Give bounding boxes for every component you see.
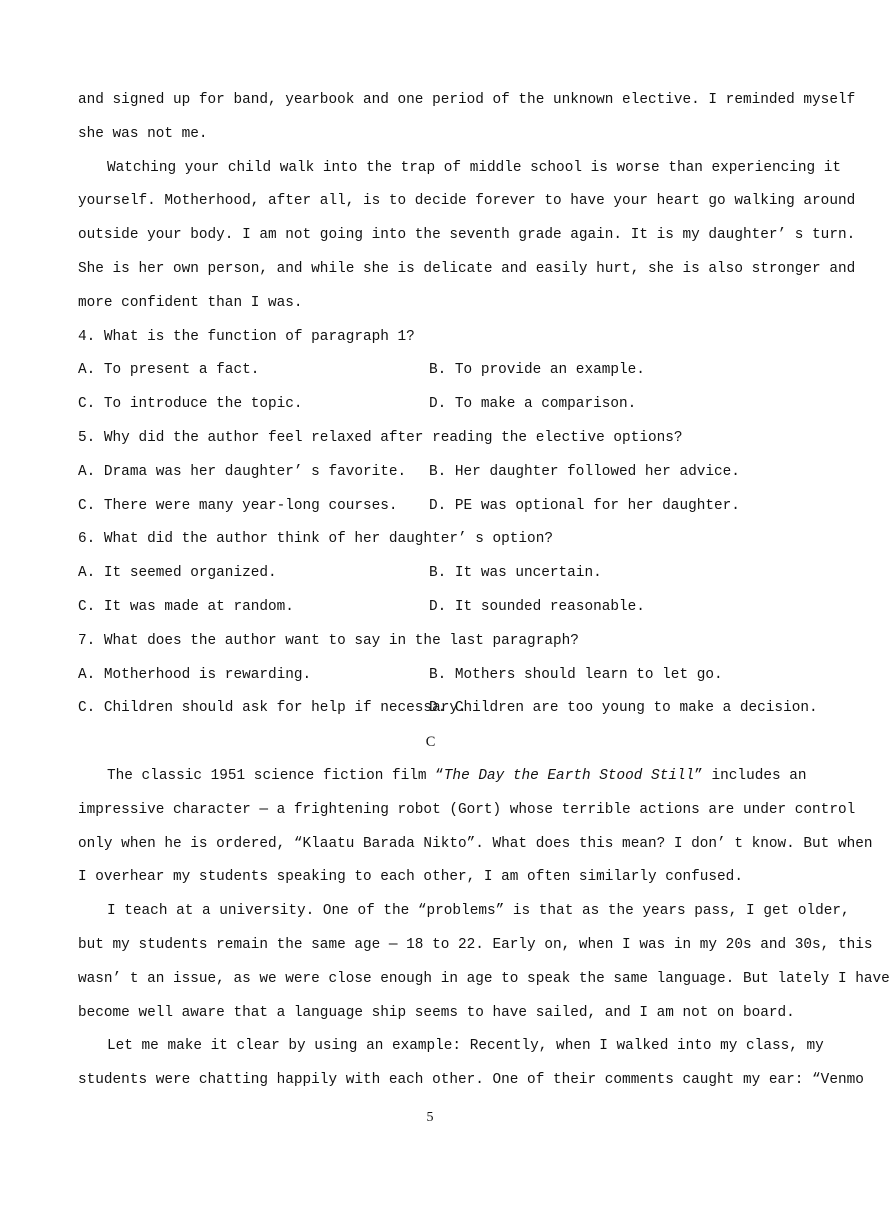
option-row: [78, 354, 783, 388]
text-line: wasn’ t an issue, as we were close enough in age to speak the same language. But lately I have: [78, 970, 890, 987]
text-line: she was not me.: [78, 125, 208, 142]
question-7: [78, 625, 818, 726]
option-row: [78, 557, 783, 591]
option-b: B. Her daughter followed her advice.: [429, 463, 740, 480]
option-b: B. It was uncertain.: [429, 565, 602, 582]
text-line: but my students remain the same age — 18 to 22. Early on, when I was in my 20s and 30s, this: [78, 936, 873, 953]
option-row: [78, 456, 783, 490]
text-line: and signed up for band, yearbook and one period of the unknown elective. I reminded myself: [78, 92, 856, 108]
option-c: C. It was made at random.: [78, 598, 294, 615]
option-d: D. Children are too young to make a decision.: [429, 700, 818, 717]
option-row: [78, 591, 783, 625]
option-c: C. There were many year-long courses.: [78, 497, 398, 514]
option-d: D. PE was optional for her daughter.: [429, 497, 740, 514]
question-text: 4. What is the function of paragraph 1?: [78, 328, 415, 345]
text-line: Watching your child walk into the trap of middle school is worse than experiencing it: [107, 159, 842, 176]
option-d: D. To make a comparison.: [429, 396, 637, 413]
text-segment: The classic 1951 science fiction film “: [107, 767, 444, 784]
option-d: D. It sounded reasonable.: [429, 598, 645, 615]
option-a: A. Motherhood is rewarding.: [78, 666, 312, 683]
paragraph-example: [78, 1030, 864, 1098]
text-line: She is her own person, and while she is delicate and easily hurt, she is also stronger and: [78, 260, 856, 277]
text-line: become well aware that a language ship seems to have sailed, and I am not on board.: [78, 1004, 795, 1021]
option-a: A. It seemed organized.: [78, 565, 277, 582]
text-line: outside your body. I am not going into the seventh grade again. It is my daughter’ s turn.: [78, 227, 856, 244]
film-title: The Day the Earth Stood Still: [443, 767, 695, 784]
text-line: [78, 760, 807, 794]
text-line: only when he is ordered, “Klaatu Barada Nikto”. What does this mean? I don’ t know. But when: [78, 835, 873, 852]
text-segment: ” includes an: [694, 767, 807, 784]
text-line: students were chatting happily with each other. One of their comments caught my ear: “Venmo: [78, 1072, 864, 1089]
text-line: I overhear my students speaking to each other, I am often similarly confused.: [78, 869, 743, 886]
question-text: 6. What did the author think of her daughter’ s option?: [78, 531, 553, 548]
section-heading-c: C: [425, 734, 436, 751]
option-row: [78, 659, 783, 693]
question-5: [78, 422, 783, 523]
question-6: [78, 523, 783, 624]
option-row: [78, 490, 783, 524]
paragraph-classic-film: [78, 760, 873, 895]
question-text: 5. Why did the author feel relaxed after reading the elective options?: [78, 429, 683, 446]
text-line: more confident than I was.: [78, 294, 303, 311]
option-c: C. Children should ask for help if necessary.: [78, 700, 467, 717]
paragraph-teach: [78, 895, 890, 1030]
question-text: 7. What does the author want to say in the last paragraph?: [78, 632, 579, 649]
option-a: A. Drama was her daughter’ s favorite.: [78, 463, 407, 480]
option-c: C. To introduce the topic.: [78, 396, 303, 413]
text-line: I teach at a university. One of the “problems” is that as the years pass, I get older,: [107, 903, 850, 920]
question-4: [78, 321, 783, 422]
paragraph-intro-end: [78, 84, 856, 152]
option-a: A. To present a fact.: [78, 362, 260, 379]
paragraph-watching: [78, 152, 856, 321]
text-line: impressive character — a frightening robot (Gort) whose terrible actions are under control: [78, 801, 856, 818]
option-b: B. To provide an example.: [429, 362, 645, 379]
option-b: B. Mothers should learn to let go.: [429, 666, 723, 683]
option-row: [78, 388, 783, 422]
option-row: [78, 692, 818, 726]
page-number: 5: [426, 1110, 434, 1125]
text-line: yourself. Motherhood, after all, is to decide forever to have your heart go walking around: [78, 193, 856, 210]
page-content: [78, 84, 890, 1098]
text-line: Let me make it clear by using an example: Recently, when I walked into my class, my: [107, 1038, 824, 1055]
